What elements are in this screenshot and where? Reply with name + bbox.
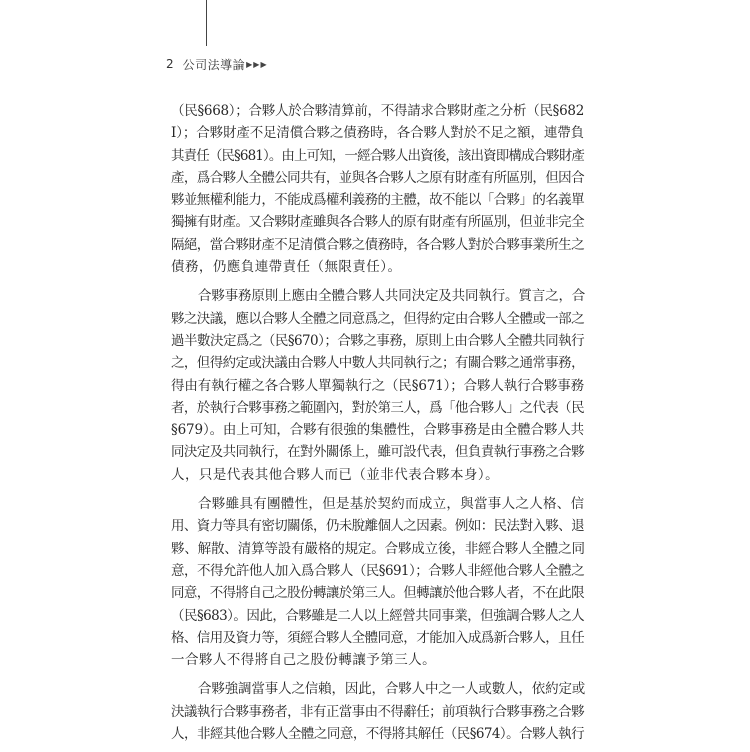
text-line: §679）。由上可知，合夥有很強的集體性，合夥事務是由全體合夥人共 bbox=[171, 422, 584, 439]
text-line: 夥、解散、清算等設有嚴格的規定。合夥成立後，非經合夥人全體之同 bbox=[171, 540, 585, 557]
margin-rule bbox=[206, 0, 207, 46]
text-line: 產，爲合夥人全體公同共有，並與各合夥人之原有財產有所區別，但因合 bbox=[171, 169, 584, 186]
text-line: 同意，不得將自己之股份轉讓於第三人。但轉讓於他合夥人者，不在此限 bbox=[171, 585, 584, 602]
text-line: 意，不得允許他人加入爲合夥人（民§691）；合夥人非經他合夥人全體之 bbox=[171, 562, 584, 579]
text-line: 獨擁有財產。又合夥財產雖與各合夥人的原有財產有所區別，但並非完全 bbox=[171, 214, 584, 231]
running-head bbox=[166, 56, 268, 72]
text-line: 人，只是代表其他合夥人而已（並非代表合夥本身）。 bbox=[171, 466, 500, 483]
book-title: 公司法導論 bbox=[182, 57, 246, 72]
text-line: 其責任（民§681）。由上可知，一經合夥人出資後，該出資即構成合夥財產 bbox=[171, 147, 584, 164]
paragraph-1 bbox=[171, 100, 584, 278]
text-line: 合夥雖具有團體性，但是基於契約而成立，與當事人之人格、信 bbox=[198, 496, 585, 513]
text-line: 過半數決定爲之（民§670）；合夥之事務，原則上由合夥人全體共同執行 bbox=[171, 332, 584, 349]
text-line: 夥之決議，應以合夥人全體之同意爲之，但得約定由合夥人全體或一部之 bbox=[171, 310, 584, 327]
text-line: 決議執行合夥事務者，非有正當事由不得辭任；前項執行合夥事務之合夥 bbox=[171, 703, 584, 720]
text-line: 之，但得約定或決議由合夥人中數人共同執行之；有關合夥之通常事務， bbox=[171, 355, 584, 372]
text-line: 隔絕，當合夥財產不足清償合夥之債務時，各合夥人對於合夥事業所生之 bbox=[171, 236, 584, 253]
paragraph-4 bbox=[171, 678, 584, 745]
text-line: 用、資力等具有密切關係，仍未脫離個人之因素。例如：民法對入夥、退 bbox=[171, 518, 584, 535]
text-line: 夥並無權利能力，不能成爲權利義務的主體，故不能以「合夥」的名義單 bbox=[171, 192, 584, 209]
text-line: 同決定及共同執行，在對外關係上，雖可設代表，但負責執行事務之合夥 bbox=[171, 444, 584, 461]
text-line: I）；合夥財產不足清償合夥之債務時，各合夥人對於不足之額，連帶負 bbox=[171, 125, 584, 142]
paragraph-3 bbox=[171, 493, 584, 671]
text-line: 債務，仍應負連帶責任（無限責任）。 bbox=[171, 259, 402, 276]
arrows-icon: ▶▶▶ bbox=[246, 59, 268, 69]
page-number: 2 bbox=[166, 57, 174, 71]
text-line: 合夥強調當事人之信賴，因此，合夥人中之一人或數人，依約定或 bbox=[198, 681, 586, 698]
body-text bbox=[171, 100, 584, 752]
text-line: 一合夥人不得將自己之股份轉讓予第三人。 bbox=[171, 652, 437, 669]
paragraph-2 bbox=[171, 285, 584, 486]
text-line: （民§668）；合夥人於合夥清算前，不得請求合夥財產之分析（民§682 bbox=[171, 103, 584, 119]
text-line: 人，非經其他合夥人全體之同意，不得將其解任（民§674）。合夥人執行 bbox=[171, 726, 584, 743]
text-line: 者，於執行合夥事務之範圍內，對於第三人，爲「他合夥人」之代表（民 bbox=[171, 399, 584, 416]
text-line: 格、信用及資力等，須經合夥人全體同意，才能加入成爲新合夥人，且任 bbox=[171, 629, 584, 646]
text-line: （民§683）。因此，合夥雖是二人以上經營共同事業，但強調合夥人之人 bbox=[171, 607, 584, 624]
text-line: 合夥事務原則上應由全體合夥人共同決定及共同執行。質言之，合 bbox=[198, 288, 586, 305]
text-line: 得由有執行權之各合夥人單獨執行之（民§671）；合夥人執行合夥事務 bbox=[171, 377, 584, 394]
